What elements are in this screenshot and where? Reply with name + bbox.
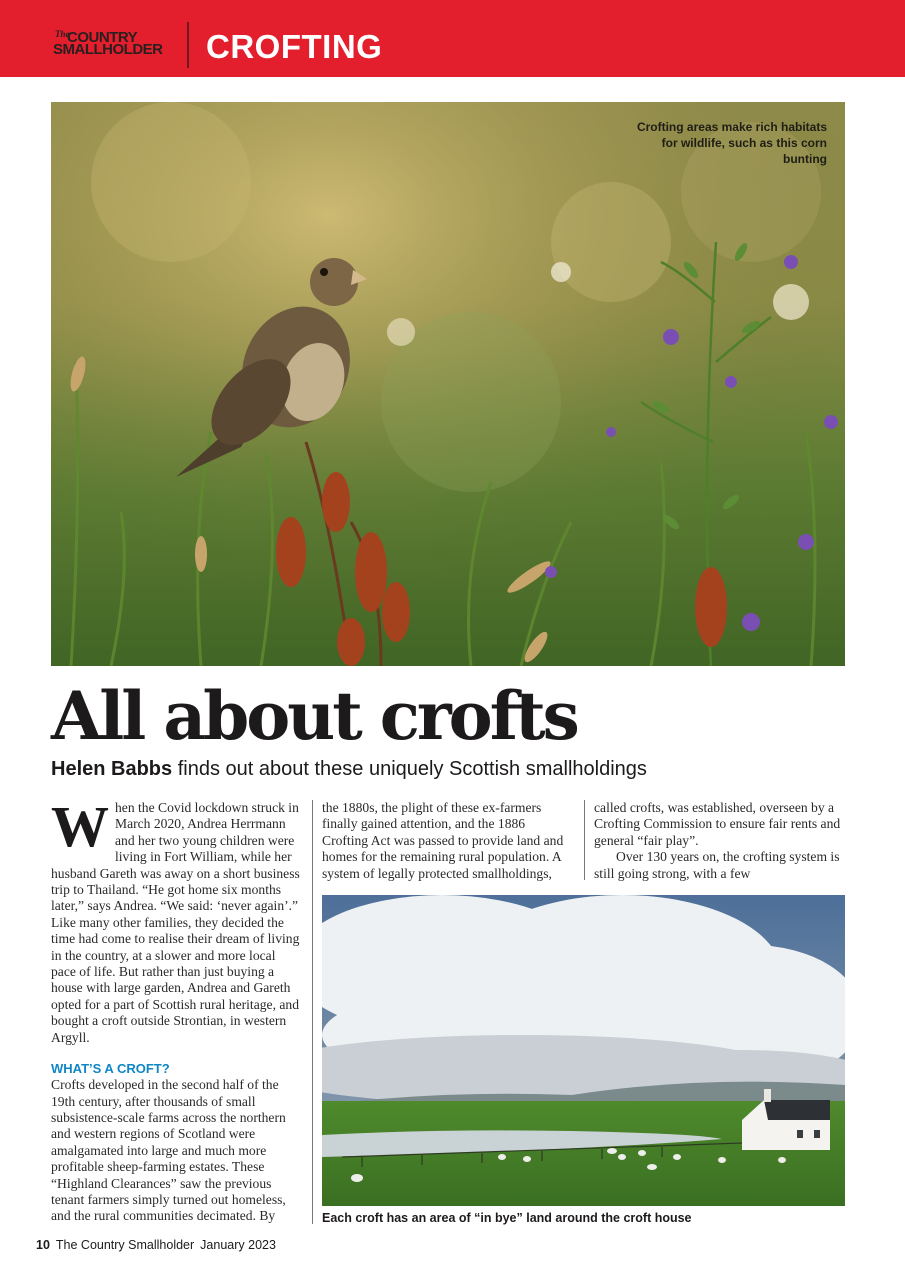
body-column-2	[322, 800, 574, 882]
byline-description: finds out about these uniquely Scottish smallholdings	[172, 758, 647, 780]
article-standfirst	[51, 756, 647, 782]
hero-photo	[51, 102, 845, 666]
column-2-text: the 1880s, the plight of these ex-farmers finally gained attention, and the 1886 Crofting Act was passed to provide land and homes for the remaining rural population. A system of legally protected smallholdings,	[322, 800, 564, 881]
croft-landscape-photo	[322, 895, 845, 1206]
publication-name: The Country Smallholder	[55, 1238, 195, 1252]
hero-caption: Crofting areas make rich habitats for wildlife, such as this corn bunting	[636, 120, 827, 166]
body-column-3	[594, 800, 844, 882]
croft-photo-caption: Each croft has an area of “in bye” land around the croft house	[322, 1211, 692, 1225]
article-headline: All about crofts	[51, 677, 577, 755]
subhead-whats-a-croft: WHAT’S A CROFT?	[51, 1061, 170, 1077]
column-3-text: called crofts, was established, overseen by a Crofting Commission to ensure fair rents and general “fair play”.	[594, 800, 841, 848]
column-rule-1	[312, 800, 313, 1224]
column-rule-2	[584, 800, 585, 880]
logo-line-1: COUNTRY	[67, 29, 138, 46]
magazine-logo[interactable]	[53, 29, 173, 58]
history-paragraph: Crofts developed in the second half of the 19th century, after thousands of small subsistence-scale farms across the northern and western regions of Scotland were amalgamated into large and much more profitable sheep-farming estates. These “Highland Clearances” saw the previous tenant farmers simply turned out homeless, and the rural communities decimated. By	[51, 1077, 286, 1224]
byline-author: Helen Babbs	[51, 758, 173, 780]
intro-paragraph	[51, 794, 301, 1046]
header-divider	[187, 22, 189, 68]
logo-the: The	[55, 29, 70, 39]
croft-landscape-illustration	[322, 895, 845, 1206]
body-column-1	[51, 794, 301, 1225]
column-3-text-continued: Over 130 years on, the crofting system is still going strong, with a few	[594, 849, 840, 881]
intro-text: hen the Covid lockdown struck in March 2020, Andrea Herrmann and her two young children were living in Fort William, while her husband Gareth was away on a short business trip to Thailand. “He got home six months later,” says Andrea. “We said: ‘never again’.” Like many other families, they decided the time had come to realise their dream of living in the country, at a slower and more local pace of life. But rather than just buying a house with large garden, Andrea and Gareth opted for a part of Scottish rural heritage, and bought a croft outside Strontian, in western Argyll.	[51, 800, 300, 1045]
issue-date: January 2023	[200, 1238, 276, 1252]
logo-line-2: SMALLHOLDER	[53, 41, 163, 58]
drop-cap: W	[51, 794, 109, 859]
page-number: 10	[36, 1238, 50, 1252]
header-band	[0, 0, 905, 77]
section-title: CROFTING	[206, 28, 383, 65]
page-footer	[36, 1238, 276, 1252]
corn-bunting-illustration	[51, 102, 845, 666]
